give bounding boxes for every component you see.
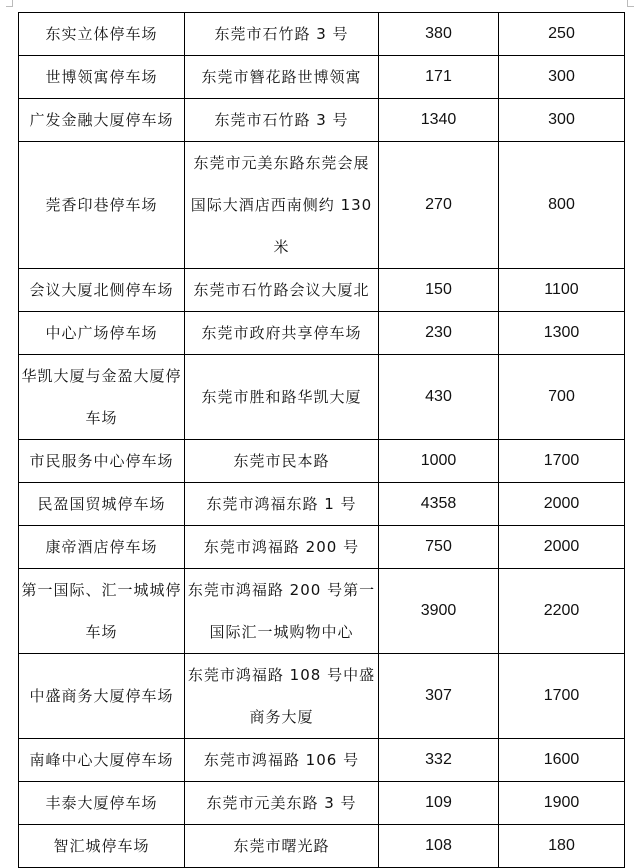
value-col3: 750 — [379, 526, 499, 569]
table-row — [19, 739, 625, 782]
table-row — [19, 440, 625, 483]
parking-name: 丰泰大厦停车场 — [19, 782, 185, 825]
table-row — [19, 483, 625, 526]
parking-name: 会议大厦北侧停车场 — [19, 269, 185, 312]
table-row — [19, 526, 625, 569]
table-row — [19, 269, 625, 312]
parking-name: 中盛商务大厦停车场 — [19, 654, 185, 739]
value-col4: 1100 — [499, 269, 625, 312]
parking-address: 东莞市鸿福东路 1 号 — [185, 483, 379, 526]
value-col3: 332 — [379, 739, 499, 782]
value-col3: 1340 — [379, 99, 499, 142]
parking-address: 东莞市胜和路华凯大厦 — [185, 355, 379, 440]
value-col4: 1700 — [499, 440, 625, 483]
parking-name: 东实立体停车场 — [19, 13, 185, 56]
parking-name: 华凯大厦与金盈大厦停车场 — [19, 355, 185, 440]
parking-address: 东莞市曙光路 — [185, 825, 379, 868]
value-col4: 700 — [499, 355, 625, 440]
parking-address: 东莞市石竹路会议大厦北 — [185, 269, 379, 312]
value-col4: 300 — [499, 56, 625, 99]
parking-name: 莞香印巷停车场 — [19, 142, 185, 269]
table-row — [19, 654, 625, 739]
page-corner-mark-left — [6, 0, 13, 7]
table-row — [19, 56, 625, 99]
value-col4: 1900 — [499, 782, 625, 825]
page-corner-mark-right — [627, 0, 634, 7]
table-row — [19, 825, 625, 868]
value-col3: 171 — [379, 56, 499, 99]
value-col4: 1600 — [499, 739, 625, 782]
parking-name: 南峰中心大厦停车场 — [19, 739, 185, 782]
parking-address: 东莞市鸿福路 200 号第一国际汇一城购物中心 — [185, 569, 379, 654]
value-col4: 180 — [499, 825, 625, 868]
value-col3: 307 — [379, 654, 499, 739]
parking-address: 东莞市鸿福路 200 号 — [185, 526, 379, 569]
value-col3: 380 — [379, 13, 499, 56]
parking-lot-table — [18, 12, 625, 868]
parking-name: 民盈国贸城停车场 — [19, 483, 185, 526]
value-col3: 270 — [379, 142, 499, 269]
table-row — [19, 569, 625, 654]
table-row — [19, 355, 625, 440]
value-col4: 2200 — [499, 569, 625, 654]
parking-address: 东莞市石竹路 3 号 — [185, 13, 379, 56]
parking-address: 东莞市民本路 — [185, 440, 379, 483]
value-col4: 2000 — [499, 483, 625, 526]
value-col4: 2000 — [499, 526, 625, 569]
value-col3: 230 — [379, 312, 499, 355]
value-col3: 430 — [379, 355, 499, 440]
table-row — [19, 142, 625, 269]
parking-name: 第一国际、汇一城城停车场 — [19, 569, 185, 654]
parking-name: 智汇城停车场 — [19, 825, 185, 868]
value-col3: 150 — [379, 269, 499, 312]
value-col4: 1300 — [499, 312, 625, 355]
value-col3: 108 — [379, 825, 499, 868]
value-col4: 300 — [499, 99, 625, 142]
value-col3: 4358 — [379, 483, 499, 526]
parking-address: 东莞市元美东路 3 号 — [185, 782, 379, 825]
parking-address: 东莞市鸿福路 106 号 — [185, 739, 379, 782]
table-row — [19, 782, 625, 825]
value-col4: 1700 — [499, 654, 625, 739]
value-col3: 1000 — [379, 440, 499, 483]
table-row — [19, 312, 625, 355]
parking-address: 东莞市簪花路世博领寓 — [185, 56, 379, 99]
value-col4: 250 — [499, 13, 625, 56]
value-col4: 800 — [499, 142, 625, 269]
parking-address: 东莞市石竹路 3 号 — [185, 99, 379, 142]
table-row — [19, 99, 625, 142]
table-row — [19, 13, 625, 56]
parking-name: 世博领寓停车场 — [19, 56, 185, 99]
value-col3: 3900 — [379, 569, 499, 654]
parking-name: 广发金融大厦停车场 — [19, 99, 185, 142]
parking-name: 中心广场停车场 — [19, 312, 185, 355]
parking-address: 东莞市元美东路东莞会展国际大酒店西南侧约 130 米 — [185, 142, 379, 269]
parking-name: 市民服务中心停车场 — [19, 440, 185, 483]
parking-name: 康帝酒店停车场 — [19, 526, 185, 569]
parking-address: 东莞市政府共享停车场 — [185, 312, 379, 355]
value-col3: 109 — [379, 782, 499, 825]
parking-address: 东莞市鸿福路 108 号中盛商务大厦 — [185, 654, 379, 739]
